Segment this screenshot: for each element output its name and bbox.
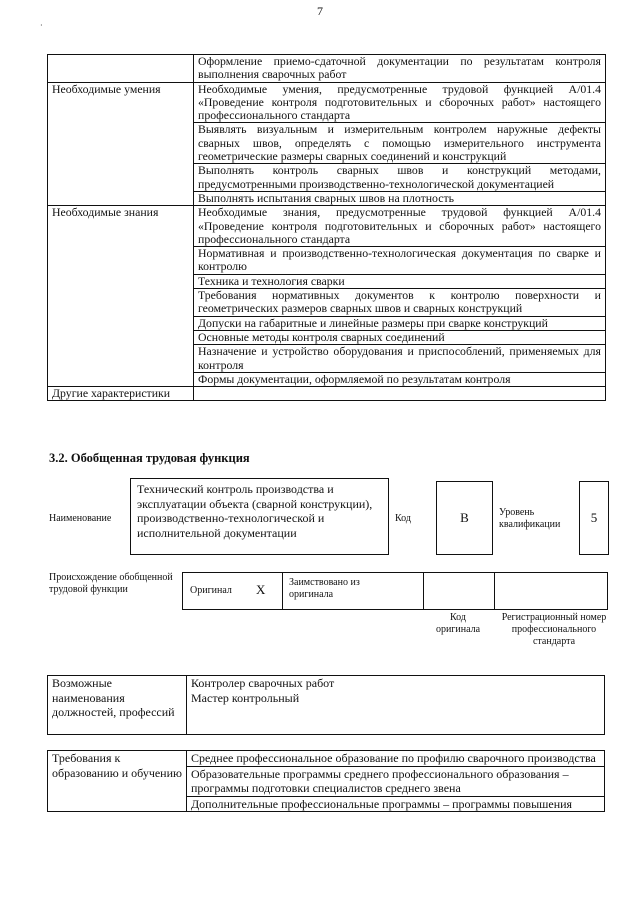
positions-label: Возможные наименования должностей, профессий (48, 676, 187, 735)
skill-item: Выполнять испытания сварных швов на плотность (194, 191, 606, 205)
knowledge-item: Допуски на габаритные и линейные размеры при сварке конструкций (194, 316, 606, 330)
skills-knowledge-table (47, 54, 606, 401)
row-value: Оформление приемо-сдаточной документации по результатам контроля выполнения сварочных работ (194, 55, 606, 83)
position-item: Контролер сварочных работ (191, 676, 335, 690)
other-value (194, 387, 606, 401)
education-item: Дополнительные профессиональные программы – программы повышения (187, 796, 605, 812)
origin-divider (282, 572, 283, 609)
position-item: Мастер контрольный (191, 690, 300, 705)
function-name: Технический контроль производства и эксплуатации объекта (сварной конструкции), производственно-технологической и исполнительной документации (137, 482, 373, 540)
row-label-knowledge: Необходимые знания (48, 206, 194, 387)
table-row (48, 751, 605, 767)
positions-table (47, 675, 605, 735)
skill-item: Необходимые умения, предусмотренные трудовой функцией А/01.4 «Проведение контроля подготовительных и сборочных работ» настоящего профессионального стандарта (194, 82, 606, 123)
knowledge-item: Техника и технология сварки (194, 274, 606, 288)
knowledge-item: Формы документации, оформляемой по результатам контроля (194, 372, 606, 386)
original-label: Оригинал (190, 585, 232, 596)
knowledge-item: Необходимые знания, предусмотренные трудовой функцией А/01.4 «Проведение контроля подготовительных и сборочных работ» настоящего профессионального стандарта (194, 206, 606, 247)
table-row (48, 387, 606, 401)
origin-top-line (182, 572, 608, 573)
code-label: Код (395, 513, 411, 524)
skill-item: Выполнять контроль сварных швов и конструкций методами, предусмотренными производственно-технологической документацией (194, 164, 606, 192)
origin-bottom-line (182, 609, 608, 610)
borrowed-label: Заимствовано из оригинала (289, 577, 360, 600)
origin-divider (607, 572, 608, 609)
knowledge-item: Нормативная и производственно-технологическая документация по сварке и контролю (194, 247, 606, 275)
function-name-box (130, 478, 389, 555)
education-item: Среднее профессиональное образование по профилю сварочного производства (187, 751, 605, 767)
positions-values (187, 676, 605, 735)
origin-divider (182, 572, 183, 609)
name-label: Наименование (49, 513, 112, 524)
original-mark: X (256, 582, 266, 597)
level-label: Уровень квалификации (499, 507, 561, 530)
origin-divider (494, 572, 495, 609)
education-item: Образовательные программы среднего профессионального образования – программы подготовки специалистов среднего звена (187, 766, 605, 796)
table-row (48, 206, 606, 247)
education-label: Требования к образованию и обучению (48, 751, 187, 812)
table-row (48, 55, 606, 83)
code-box (436, 481, 493, 555)
skill-item: Выявлять визуальным и измерительным контролем наружные дефекты сварных швов, определять с помощью измерительного инструмента геометрические размеры сварных соединений и конструкций (194, 123, 606, 164)
code-value: B (460, 510, 469, 525)
page-number: 7 (317, 4, 323, 18)
knowledge-item: Основные методы контроля сварных соединений (194, 330, 606, 344)
table-row (48, 676, 605, 735)
origin-divider (423, 572, 424, 609)
level-box (579, 481, 609, 555)
row-label-other: Другие характеристики (48, 387, 194, 401)
scan-dot: · (40, 21, 43, 30)
row-label (48, 55, 194, 83)
origin-label: Происхождение обобщенной трудовой функции (49, 572, 173, 595)
education-table (47, 750, 605, 812)
table-row (48, 82, 606, 123)
section-title: 3.2. Обобщенная трудовая функция (49, 451, 250, 465)
row-label-skills: Необходимые умения (48, 82, 194, 206)
knowledge-item: Требования нормативных документов к контролю поверхности и геометрических размеров сварных швов и сварных конструкций (194, 289, 606, 317)
code-original-caption: Код оригинала (435, 612, 481, 635)
reg-number-caption: Регистрационный номер профессионального стандарта (501, 612, 607, 647)
level-value: 5 (590, 510, 598, 525)
knowledge-item: Назначение и устройство оборудования и приспособлений, применяемых для контроля (194, 345, 606, 373)
